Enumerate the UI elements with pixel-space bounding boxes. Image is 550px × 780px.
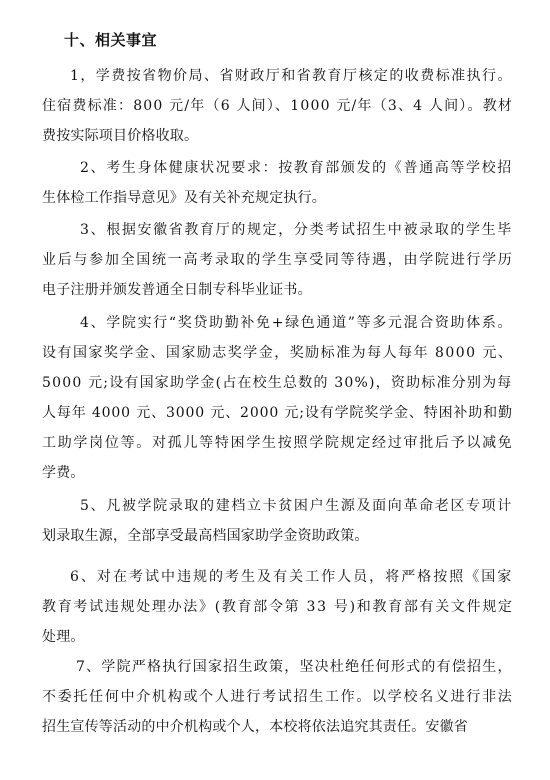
paragraph-7-line-1: 7、学院严格执行国家招生政策，坚决杜绝任何形式的有偿招生， bbox=[76, 659, 513, 675]
paragraph-5-line-1: 5、凡被学院录取的建档立卡贫困户生源及面向革命老区专项计 bbox=[80, 498, 513, 514]
paragraph-6-line-2: 教育考试违规处理办法》(教育部令第 33 号)和教育部有关文件规定 bbox=[42, 599, 514, 615]
paragraph-2-line-1: 2、考生身体健康状况要求：按教育部颁发的《普通高等学校招 bbox=[80, 160, 513, 176]
paragraph-4-line-5: 工助学岗位等。对孤儿等特困学生按照学院规定经过审批后予以减免 bbox=[42, 435, 514, 451]
paragraph-7-line-3: 招生宣传等活动的中介机构或个人，本校将依法追究其责任。安徽省 bbox=[42, 719, 468, 735]
paragraph-3-line-2: 业后与参加全国统一高考录取的学生享受同等待遇，由学院进行学历 bbox=[42, 252, 514, 268]
paragraph-3-line-1: 3、根据安徽省教育厅的规定，分类考试招生中被录取的学生毕 bbox=[80, 222, 513, 238]
paragraph-3-line-3: 电子注册并颁发普通全日制专科毕业证书。 bbox=[42, 282, 312, 298]
paragraph-4-line-1: 4、学院实行“奖贷助勤补免+绿色通道”等多元混合资助体系。 bbox=[80, 315, 514, 331]
paragraph-5-line-2: 划录取生源，全部享受最高档国家助学金资助政策。 bbox=[42, 528, 369, 544]
paragraph-4-line-6: 学费。 bbox=[42, 465, 85, 481]
paragraph-4-line-2: 设有国家奖学金、国家励志奖学金，奖励标准为每人每年 8000 元、 bbox=[42, 345, 514, 361]
paragraph-1-line-3: 费按实际项目价格收取。 bbox=[42, 128, 199, 144]
paragraph-4-line-3: 5000 元;设有国家助学金(占在校生总数的 30%)，资助标准分别为每 bbox=[42, 375, 513, 391]
paragraph-1-line-1: 1，学费按省物价局、省财政厅和省教育厅核定的收费标准执行。 bbox=[70, 68, 513, 84]
paragraph-2-line-2: 生体检工作指导意见》及有关补充规定执行。 bbox=[42, 190, 326, 206]
paragraph-1-line-2: 住宿费标准：800 元/年（6 人间）、1000 元/年（3、4 人间）。教材 bbox=[42, 98, 514, 114]
paragraph-7-line-2: 不委托任何中介机构或个人进行考试招生工作。以学校名义进行非法 bbox=[42, 689, 514, 705]
paragraph-6-line-1: 6、对在考试中违规的考生及有关工作人员，将严格按照《国家 bbox=[70, 569, 514, 585]
paragraph-6-line-3: 处理。 bbox=[42, 629, 85, 645]
section-heading: 十、相关事宜 bbox=[64, 31, 158, 49]
paragraph-4-line-4: 人每年 4000 元、3000 元、2000 元;设有学院奖学金、特困补助和勤 bbox=[42, 405, 513, 421]
